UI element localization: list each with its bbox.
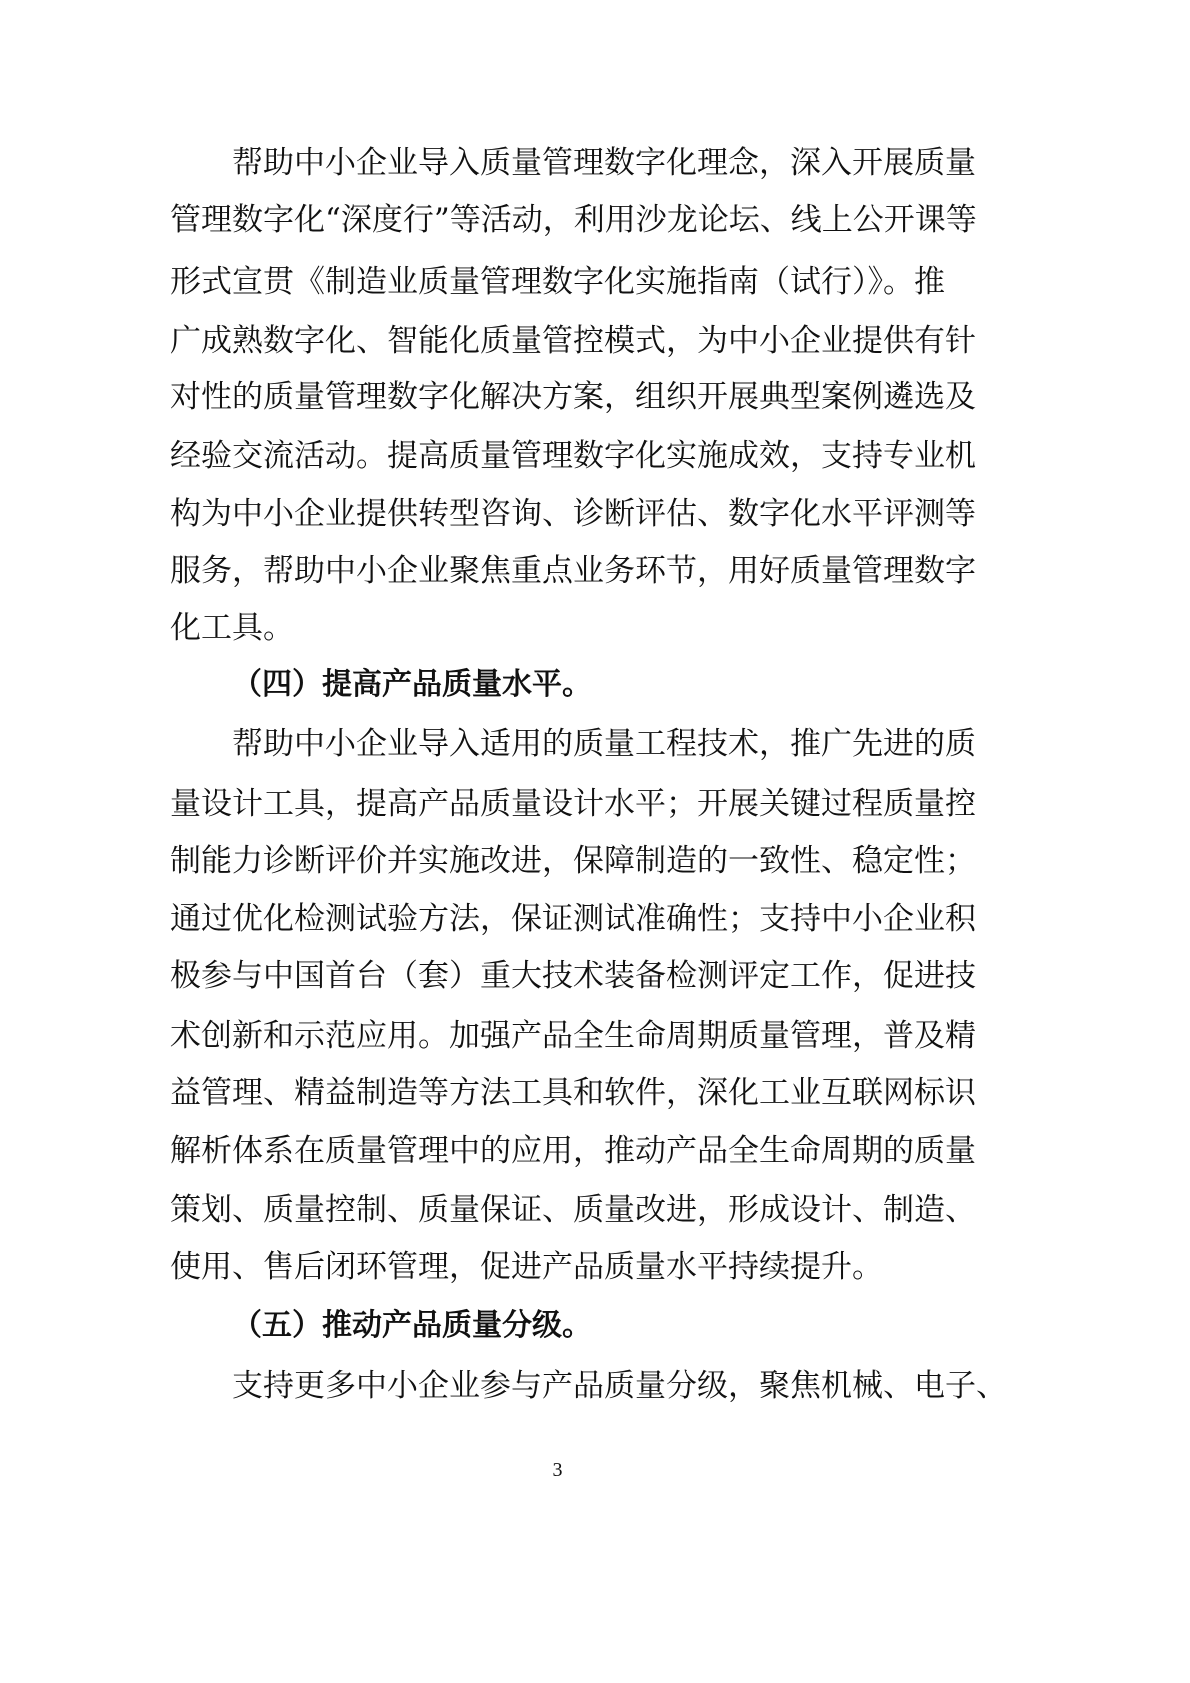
paragraph-line: 对性的质量管理数字化解决方案，组织开展典型案例遴选及 [170, 379, 976, 415]
paragraph-line: 策划、质量控制、质量保证、质量改进，形成设计、制造、 [170, 1192, 976, 1228]
section-heading: （四）提高产品质量水平。 [232, 667, 592, 702]
paragraph-line: 制能力诊断评价并实施改进，保障制造的一致性、稳定性； [170, 843, 976, 879]
paragraph-line: 益管理、精益制造等方法工具和软件，深化工业互联网标识 [170, 1075, 976, 1111]
paragraph-line: 术创新和示范应用。加强产品全生命周期质量管理，普及精 [170, 1018, 976, 1054]
paragraph-line: 经验交流活动。提高质量管理数字化实施成效，支持专业机 [170, 438, 976, 474]
paragraph-line: 使用、售后闭环管理，促进产品质量水平持续提升。 [170, 1249, 883, 1285]
page-number: 3 [552, 1459, 563, 1481]
paragraph-line: 极参与中国首台（套）重大技术装备检测评定工作，促进技 [170, 958, 976, 994]
paragraph-line: 帮助中小企业导入适用的质量工程技术，推广先进的质 [232, 726, 976, 762]
paragraph-line: 形式宣贯《制造业质量管理数字化实施指南（试行）》。推 [170, 264, 945, 300]
paragraph-line: 帮助中小企业导入质量管理数字化理念，深入开展质量 [232, 145, 976, 181]
paragraph-line: 管理数字化“深度行”等活动，利用沙龙论坛、线上公开课等 [170, 202, 977, 238]
paragraph-line: 构为中小企业提供转型咨询、诊断评估、数字化水平评测等 [170, 496, 976, 532]
paragraph-line: 通过优化检测试验方法，保证测试准确性；支持中小企业积 [170, 901, 976, 937]
paragraph-line: 解析体系在质量管理中的应用，推动产品全生命周期的质量 [170, 1133, 976, 1169]
paragraph-line: 化工具。 [170, 610, 294, 646]
section-heading: （五）推动产品质量分级。 [232, 1308, 592, 1343]
paragraph-line: 量设计工具，提高产品质量设计水平；开展关键过程质量控 [170, 786, 976, 822]
paragraph-line: 支持更多中小企业参与产品质量分级，聚焦机械、电子、 [232, 1368, 1007, 1404]
paragraph-line: 广成熟数字化、智能化质量管控模式，为中小企业提供有针 [170, 323, 976, 359]
paragraph-line: 服务，帮助中小企业聚焦重点业务环节，用好质量管理数字 [170, 553, 976, 589]
